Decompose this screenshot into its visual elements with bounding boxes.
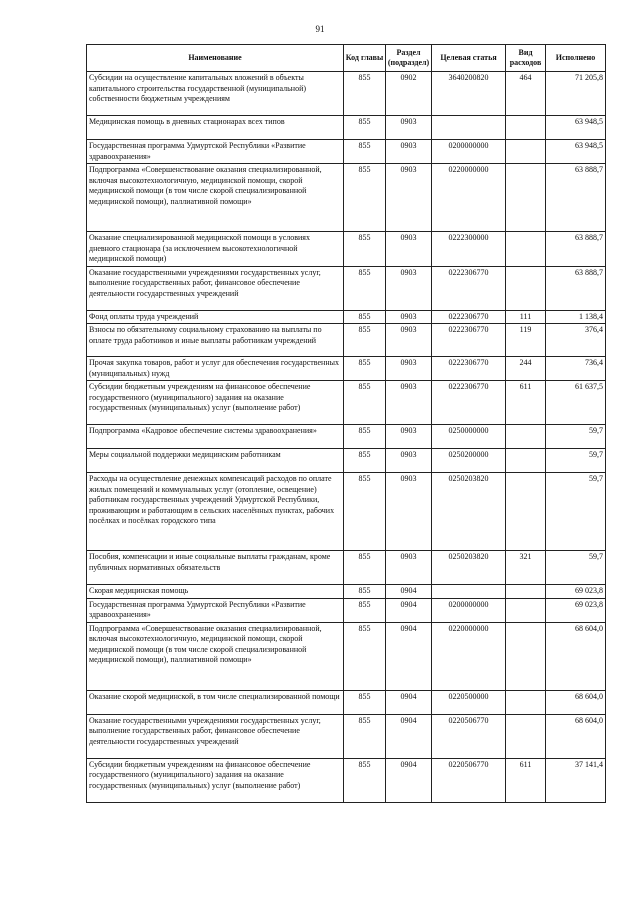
row-name: Субсидии бюджетным учреждениям на финансовое обеспечение государственного (муниципального) задания на оказание государственных (муниципальных) услуг (выполнение работ) [87,381,344,425]
row-section: 0903 [386,449,432,473]
row-expense: 244 [506,357,546,381]
row-name: Оказание скорой медицинской, в том числе специализированной помощи [87,690,344,714]
row-expense [506,449,546,473]
row-target: 0200000000 [432,140,506,164]
row-amount: 59,7 [546,473,606,551]
row-amount: 69 023,8 [546,585,606,599]
row-section: 0903 [386,232,432,267]
row-section: 0903 [386,266,432,310]
row-section: 0904 [386,714,432,758]
row-chapter: 855 [344,266,386,310]
row-name: Меры социальной поддержки медицинским работникам [87,449,344,473]
row-section: 0903 [386,164,432,232]
row-target [432,116,506,140]
row-chapter: 855 [344,585,386,599]
row-section: 0902 [386,72,432,116]
row-amount: 1 138,4 [546,310,606,324]
row-expense: 464 [506,72,546,116]
row-target: 0220506770 [432,714,506,758]
row-section: 0903 [386,551,432,585]
row-amount: 376,4 [546,324,606,357]
table-row [87,232,606,267]
row-target: 0222306770 [432,357,506,381]
row-section: 0903 [386,310,432,324]
header-chapter-code: Код главы [344,45,386,72]
row-expense [506,116,546,140]
row-chapter: 855 [344,232,386,267]
row-expense [506,266,546,310]
row-section: 0903 [386,381,432,425]
row-expense [506,690,546,714]
table-row [87,585,606,599]
table-row [87,324,606,357]
row-section: 0904 [386,598,432,622]
budget-table [86,44,606,803]
row-name: Подпрограмма «Кадровое обеспечение системы здравоохранения» [87,425,344,449]
row-amount: 63 888,7 [546,164,606,232]
table-row [87,551,606,585]
row-amount: 69 023,8 [546,598,606,622]
row-section: 0903 [386,116,432,140]
table-row [87,164,606,232]
row-name: Подпрограмма «Совершенствование оказания специализированной, включая высокотехнологичную, медицинской помощи, скорой медицинской помощи (в том числе скорой специализированной медицинской помощи), паллиативной помощи» [87,622,344,690]
row-chapter: 855 [344,72,386,116]
row-section: 0904 [386,690,432,714]
row-amount: 63 948,5 [546,140,606,164]
row-expense [506,473,546,551]
row-target: 0220506770 [432,758,506,802]
header-expense-type: Вид расходов [506,45,546,72]
row-chapter: 855 [344,598,386,622]
header-name: Наименование [87,45,344,72]
table-row [87,598,606,622]
row-section: 0904 [386,585,432,599]
row-name: Оказание государственными учреждениями государственных услуг, выполнение государственных работ, финансовое обеспечение деятельности государственных учреждений [87,266,344,310]
row-target: 0220500000 [432,690,506,714]
header-target: Целевая статья [432,45,506,72]
row-expense: 611 [506,758,546,802]
table-row [87,357,606,381]
row-chapter: 855 [344,140,386,164]
row-chapter: 855 [344,324,386,357]
row-chapter: 855 [344,310,386,324]
row-expense: 321 [506,551,546,585]
row-name: Субсидии на осуществление капитальных вложений в объекты капитального строительства государственной (муниципальной) собственности бюджетным учреждениям [87,72,344,116]
row-name: Медицинская помощь в дневных стационарах всех типов [87,116,344,140]
row-expense [506,714,546,758]
table-row [87,449,606,473]
row-chapter: 855 [344,357,386,381]
table-row [87,381,606,425]
row-expense [506,140,546,164]
row-target: 0222300000 [432,232,506,267]
row-expense: 611 [506,381,546,425]
row-target: 0220000000 [432,164,506,232]
row-chapter: 855 [344,758,386,802]
table-row [87,758,606,802]
row-name: Пособия, компенсации и иные социальные выплаты гражданам, кроме публичных нормативных обязательств [87,551,344,585]
table-row [87,72,606,116]
row-amount: 61 637,5 [546,381,606,425]
row-name: Оказание государственными учреждениями государственных услуг, выполнение государственных работ, финансовое обеспечение деятельности государственных учреждений [87,714,344,758]
row-target: 0250200000 [432,449,506,473]
table-row [87,473,606,551]
row-name: Субсидии бюджетным учреждениям на финансовое обеспечение государственного (муниципального) задания на оказание государственных (муниципальных) услуг (выполнение работ) [87,758,344,802]
table-row [87,266,606,310]
row-name: Взносы по обязательному социальному страхованию на выплаты по оплате труда работников и иные выплаты работникам учреждений [87,324,344,357]
row-chapter: 855 [344,164,386,232]
table-row [87,622,606,690]
header-section: Раздел (подраздел) [386,45,432,72]
row-target: 0250203820 [432,473,506,551]
row-amount: 59,7 [546,551,606,585]
row-chapter: 855 [344,116,386,140]
row-expense [506,164,546,232]
table-row [87,116,606,140]
row-section: 0903 [386,357,432,381]
table-row [87,714,606,758]
row-target: 0222306770 [432,266,506,310]
row-expense: 119 [506,324,546,357]
row-section: 0903 [386,324,432,357]
row-chapter: 855 [344,551,386,585]
row-amount: 71 205,8 [546,72,606,116]
row-expense [506,232,546,267]
row-section: 0903 [386,425,432,449]
row-amount: 736,4 [546,357,606,381]
row-name: Подпрограмма «Совершенствование оказания специализированной, включая высокотехнологичную, медицинской помощи, скорой медицинской помощи (в том числе скорой специализированной медицинской помощи), паллиативной помощи» [87,164,344,232]
row-target: 0220000000 [432,622,506,690]
row-amount: 63 888,7 [546,232,606,267]
row-chapter: 855 [344,425,386,449]
row-name: Прочая закупка товаров, работ и услуг для обеспечения государственных (муниципальных) нужд [87,357,344,381]
row-amount: 59,7 [546,449,606,473]
table-row [87,690,606,714]
row-amount: 63 948,5 [546,116,606,140]
row-chapter: 855 [344,473,386,551]
row-target: 0250203820 [432,551,506,585]
row-expense [506,598,546,622]
row-target: 0222306770 [432,381,506,425]
row-expense: 111 [506,310,546,324]
page-number: 91 [315,24,325,34]
table-header-row [87,45,606,72]
row-amount: 68 604,0 [546,690,606,714]
row-expense [506,425,546,449]
row-expense [506,622,546,690]
table-row [87,140,606,164]
row-name: Скорая медицинская помощь [87,585,344,599]
row-amount: 37 141,4 [546,758,606,802]
row-chapter: 855 [344,690,386,714]
row-chapter: 855 [344,381,386,425]
row-name: Государственная программа Удмуртской Республики «Развитие здравоохранения» [87,140,344,164]
row-chapter: 855 [344,714,386,758]
header-executed: Исполнено [546,45,606,72]
row-target [432,585,506,599]
row-name: Расходы на осуществление денежных компенсаций расходов по оплате жилых помещений и коммунальных услуг (отопление, освещение) работникам государственных учреждений Удмуртской Республики, проживающим и работающим в сельских населённых пунктах, рабочих посёлках и посёлках городского типа [87,473,344,551]
row-section: 0903 [386,140,432,164]
row-section: 0903 [386,473,432,551]
row-target: 3640200820 [432,72,506,116]
row-name: Оказание специализированной медицинской помощи в условиях дневного стационара (за исключением высокотехнологичной медицинской помощи) [87,232,344,267]
row-name: Фонд оплаты труда учреждений [87,310,344,324]
row-target: 0250000000 [432,425,506,449]
row-chapter: 855 [344,449,386,473]
row-section: 0904 [386,758,432,802]
row-amount: 68 604,0 [546,622,606,690]
row-section: 0904 [386,622,432,690]
row-amount: 63 888,7 [546,266,606,310]
row-expense [506,585,546,599]
row-chapter: 855 [344,622,386,690]
table-row [87,425,606,449]
row-name: Государственная программа Удмуртской Республики «Развитие здравоохранения» [87,598,344,622]
row-amount: 59,7 [546,425,606,449]
table-row [87,310,606,324]
row-target: 0222306770 [432,310,506,324]
row-amount: 68 604,0 [546,714,606,758]
row-target: 0200000000 [432,598,506,622]
row-target: 0222306770 [432,324,506,357]
